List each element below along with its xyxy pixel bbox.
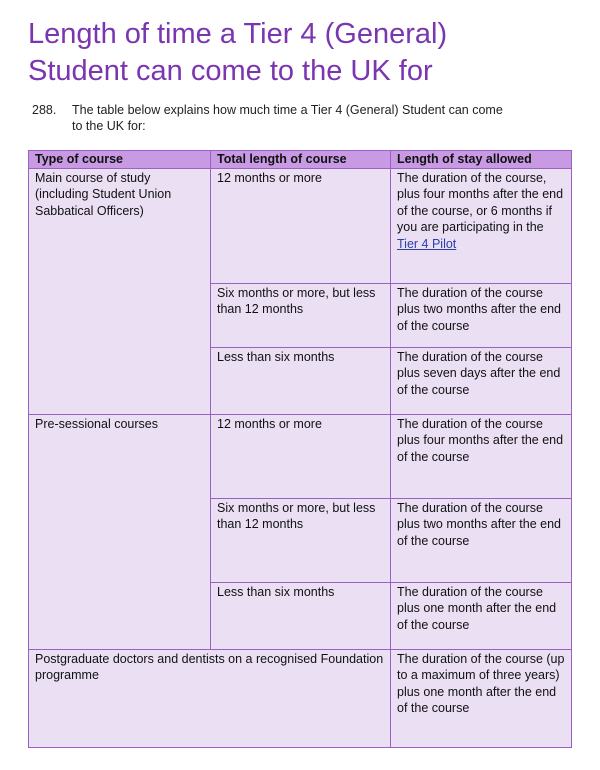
- table-row: [29, 649, 572, 747]
- table-row: [29, 347, 572, 414]
- intro-paragraph: [32, 102, 577, 134]
- stay-allowed-cell: The duration of the course plus seven days after the end of the course: [391, 347, 572, 414]
- course-length-cell: Less than six months: [211, 582, 391, 649]
- header-length-of-stay: Length of stay allowed: [391, 151, 572, 169]
- intro-text-line-1: The table below explains how much time a Tier 4 (General) Student can come: [72, 103, 503, 117]
- intro-text-line-2: to the UK for:: [72, 119, 146, 133]
- table-row: [29, 498, 572, 582]
- course-length-cell: Six months or more, but less than 12 months: [211, 283, 391, 347]
- course-type-cell-empty: [29, 498, 211, 582]
- course-type-cell-empty: [29, 582, 211, 649]
- stay-allowed-text: The duration of the course, plus four months after the end of the course, or 6 months if you are participating in the: [397, 170, 564, 234]
- header-type-of-course: Type of course: [29, 151, 211, 169]
- course-length-cell: 12 months or more: [211, 168, 391, 283]
- title-line-1: Length of time a Tier 4 (General): [28, 18, 448, 50]
- stay-allowed-cell: The duration of the course plus two months after the end of the course: [391, 283, 572, 347]
- title-line-2: Student can come to the UK for: [28, 55, 433, 87]
- page-title: [28, 16, 588, 90]
- header-total-length: Total length of course: [211, 151, 391, 169]
- stay-allowed-cell: The duration of the course (up to a maximum of three years) plus one month after the end of the course: [391, 649, 572, 747]
- table-row: [29, 168, 572, 283]
- table-header-row: [29, 151, 572, 169]
- table-row: [29, 414, 572, 498]
- course-type-cell: Pre-sessional courses: [29, 414, 211, 498]
- course-type-cell: Postgraduate doctors and dentists on a recognised Foundation programme: [29, 649, 391, 747]
- course-length-cell: Less than six months: [211, 347, 391, 414]
- course-length-cell: 12 months or more: [211, 414, 391, 498]
- table-row: [29, 283, 572, 347]
- stay-allowed-cell: The duration of the course plus four months after the end of the course: [391, 414, 572, 498]
- table-row: [29, 582, 572, 649]
- stay-allowed-cell: The duration of the course plus two months after the end of the course: [391, 498, 572, 582]
- course-length-cell: Six months or more, but less than 12 months: [211, 498, 391, 582]
- stay-allowed-cell: [391, 168, 572, 283]
- length-of-stay-table: [28, 150, 572, 748]
- course-type-cell-empty: [29, 347, 211, 414]
- stay-allowed-cell: The duration of the course plus one month after the end of the course: [391, 582, 572, 649]
- tier-4-pilot-link[interactable]: Tier 4 Pilot: [397, 236, 457, 251]
- paragraph-number: 288.: [32, 103, 57, 117]
- course-type-cell: Main course of study (including Student Union Sabbatical Officers): [29, 168, 211, 283]
- course-type-cell-empty: [29, 283, 211, 347]
